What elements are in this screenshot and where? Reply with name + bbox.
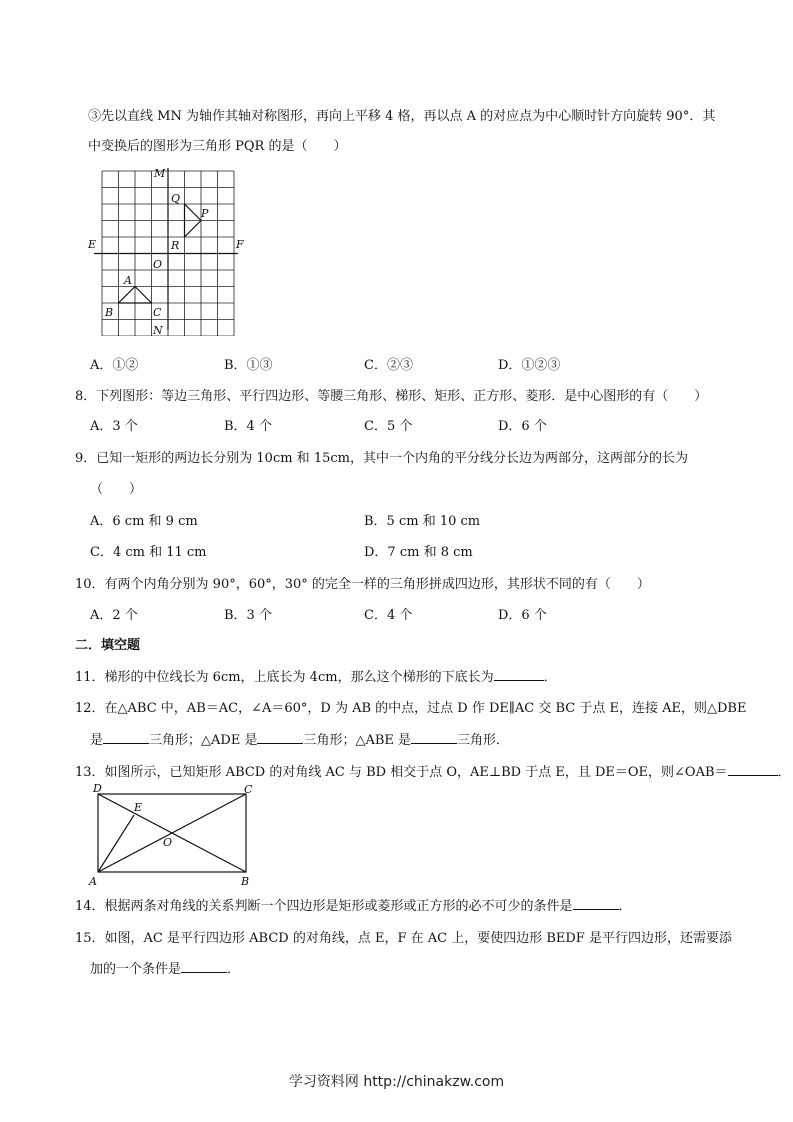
q12-text-line1: 12．在△ABC 中，AB＝AC，∠A＝60°，D 为 AB 的中点，过点 D 作 DE∥AC 交 BC 于点 E，连接 AE，则△DBE (75, 701, 747, 716)
q13-label-E: E (134, 801, 143, 814)
q9-option-a[interactable]: A．6 cm 和 9 cm (90, 514, 198, 529)
q9-text-line1: 9．已知一矩形的两边长分别为 10cm 和 15cm，其中一个内角的平分线分长边为两部分，这两部分的长为 (75, 451, 688, 466)
label-Q: Q (171, 192, 181, 205)
q12-blank-ade[interactable] (257, 730, 303, 744)
label-R: R (171, 239, 180, 252)
label-C: C (153, 306, 162, 319)
q14-end: ． (618, 899, 632, 914)
q13-label-B: B (241, 875, 250, 888)
label-E: E (88, 238, 97, 251)
page-footer: 学习资料网 http://chinakzw.com (288, 1074, 505, 1090)
q8-option-c[interactable]: C．5 个 (364, 419, 413, 434)
q9-option-b[interactable]: B．5 cm 和 10 cm (364, 514, 481, 529)
q10-option-c[interactable]: C．4 个 (364, 608, 413, 623)
q12-blank-dbe[interactable] (103, 730, 149, 744)
q15-answer-blank[interactable] (181, 959, 227, 973)
q7-grid-figure (86, 164, 256, 336)
q7-option-d[interactable]: D．①②③ (498, 358, 561, 373)
label-O: O (153, 258, 163, 271)
q14-answer-blank[interactable] (573, 896, 619, 910)
q8-option-d[interactable]: D．6 个 (498, 419, 547, 434)
q15-line2 (90, 958, 240, 977)
q12-part-a: 是 (90, 733, 104, 748)
q13-label-O: O (163, 836, 173, 849)
q7-option-b[interactable]: B．①③ (224, 358, 273, 373)
q11-line (75, 666, 557, 685)
q9-option-d[interactable]: D．7 cm 和 8 cm (364, 545, 473, 560)
q9-text-line2: （ ） (90, 482, 143, 497)
q12-part-b: 三角形；△ADE 是 (149, 733, 258, 748)
q15-text: 加的一个条件是 (90, 962, 182, 977)
q8-option-b[interactable]: B．4 个 (224, 419, 272, 434)
label-B: B (105, 306, 114, 319)
q13-line (75, 761, 791, 780)
q11-answer-blank[interactable] (494, 667, 544, 681)
q13-rectangle-figure (88, 780, 264, 890)
q12-line2 (90, 729, 509, 748)
q13-answer-blank[interactable] (728, 762, 778, 776)
q13-text: 13．如图所示，已知矩形 ABCD 的对角线 AC 与 BD 相交于点 O，AE⊥BD 于点 E，且 DE＝OE，则∠OAB＝ (75, 765, 728, 780)
q14-line (75, 895, 632, 914)
q9-option-c[interactable]: C．4 cm 和 11 cm (90, 545, 207, 560)
q11-text: 11．梯形的中位线长为 6cm，上底长为 4cm，那么这个梯形的下底长为 (75, 670, 494, 685)
q7-text-line2: 中变换后的图形为三角形 PQR 的是（ ） (88, 139, 347, 154)
q13-label-A: A (89, 875, 97, 888)
q13-end: ． (777, 765, 791, 780)
section-heading-fill-in: 二．填空题 (75, 638, 141, 653)
q8-text: 8．下列图形：等边三角形、平行四边形、等腰三角形、梯形、矩形、正方形、菱形．是中心图形的有（ ） (75, 389, 708, 404)
q15-text-line1: 15．如图，AC 是平行四边形 ABCD 的对角线，点 E，F 在 AC 上，要使四边形 BEDF 是平行四边形，还需要添 (75, 931, 732, 946)
q13-label-C: C (244, 783, 253, 796)
q12-part-d: 三角形． (457, 733, 510, 748)
q15-end: ． (227, 962, 241, 977)
q11-end: ． (543, 670, 557, 685)
label-N: N (153, 324, 163, 336)
q7-option-c[interactable]: C．②③ (364, 358, 413, 373)
label-M: M (154, 167, 166, 180)
q10-option-d[interactable]: D．6 个 (498, 608, 547, 623)
q12-part-c: 三角形；△ABE 是 (303, 733, 412, 748)
q7-text-line1: ③先以直线 MN 为轴作其轴对称图形，再向上平移 4 格，再以点 A 的对应点为中心顺时针方向旋转 90°．其 (88, 109, 716, 124)
label-F: F (236, 238, 244, 251)
q8-option-a[interactable]: A．3 个 (90, 419, 138, 434)
q14-text: 14．根据两条对角线的关系判断一个四边形是矩形或菱形或正方形的必不可少的条件是 (75, 899, 573, 914)
label-A: A (124, 274, 132, 287)
q7-option-a[interactable]: A．①② (90, 358, 139, 373)
q10-option-b[interactable]: B．3 个 (224, 608, 272, 623)
q12-blank-abe[interactable] (411, 730, 457, 744)
q10-text: 10．有两个内角分别为 90°，60°，30° 的完全一样的三角形拼成四边形，其形状不同的有（ ） (75, 577, 650, 592)
label-P: P (201, 207, 209, 220)
q13-label-D: D (93, 782, 102, 795)
q10-option-a[interactable]: A．2 个 (90, 608, 138, 623)
